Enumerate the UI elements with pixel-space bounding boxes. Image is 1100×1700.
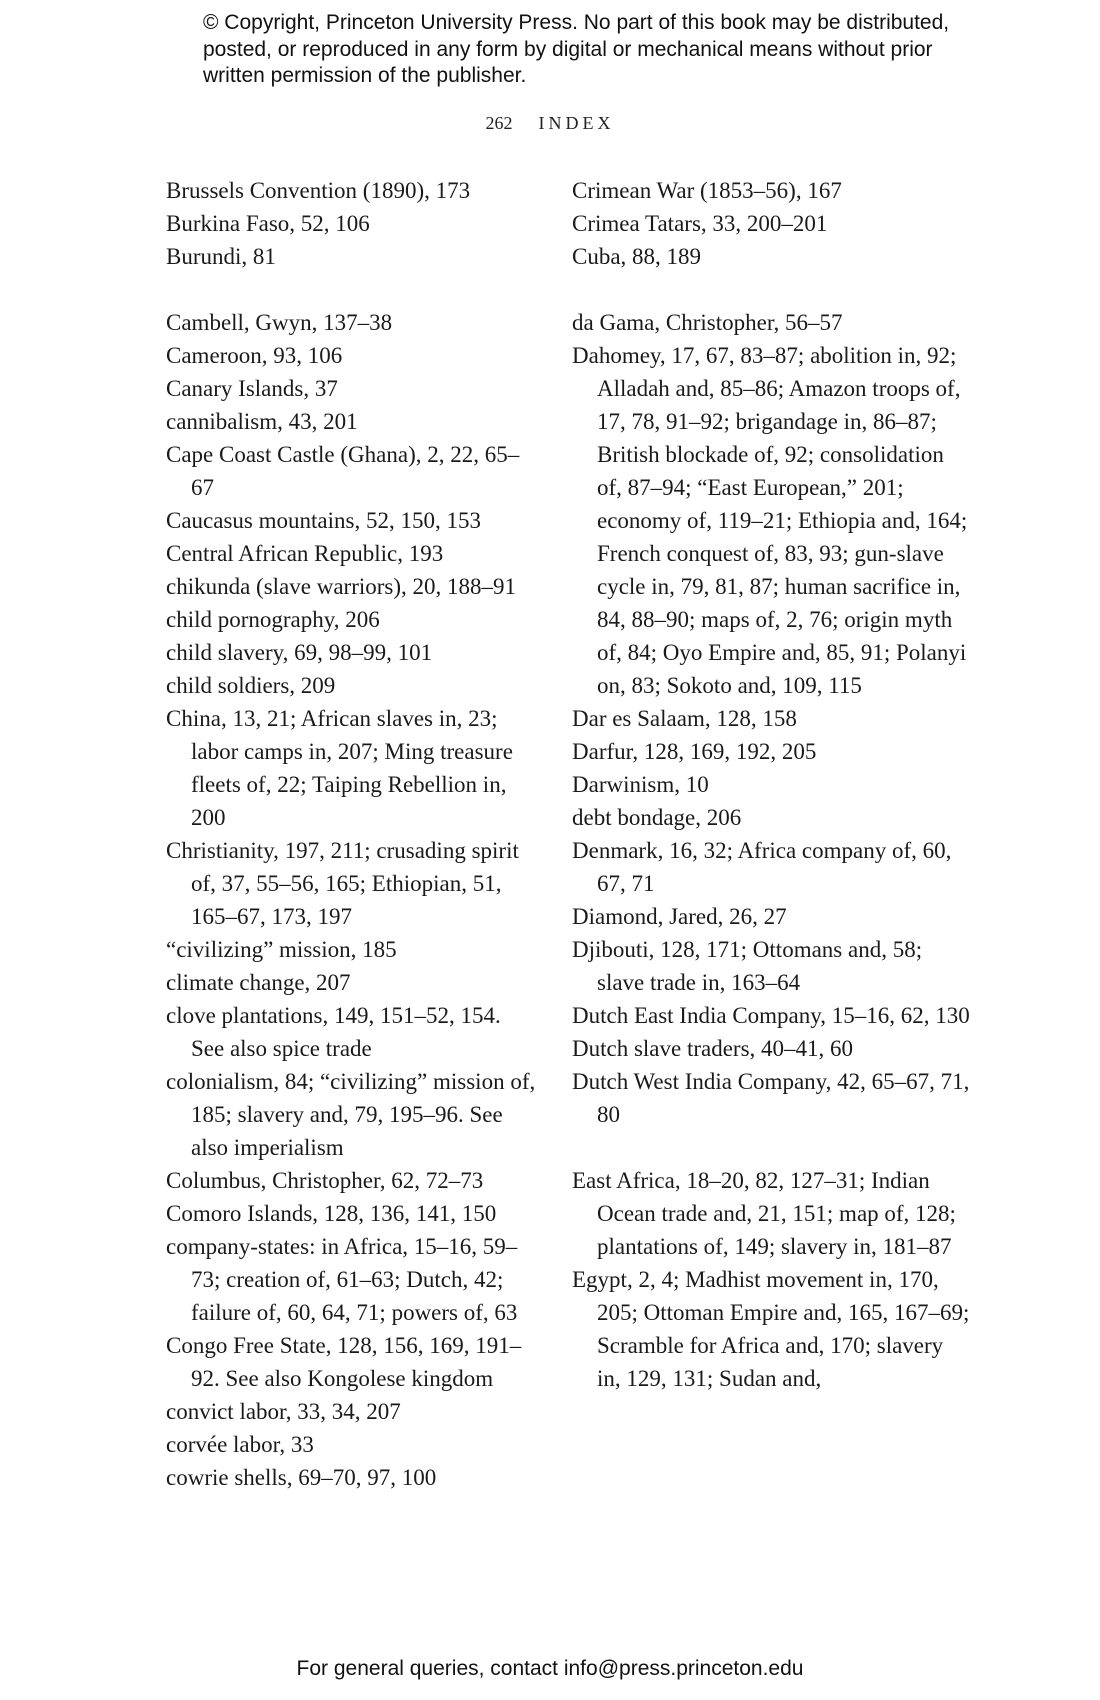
index-entry: Egypt, 2, 4; Madhist movement in, 170, 205; Ottoman Empire and, 165, 167–69; Scramble for Africa and, 170; slavery in, 129, 131; Sudan and, [572, 1267, 970, 1391]
section-gap [572, 273, 972, 306]
index-entry: Burundi, 81 [166, 244, 276, 269]
index-entry: Cambell, Gwyn, 137–38 [166, 310, 393, 335]
index-entry: Christianity, 197, 211; crusading spirit of, 37, 55–56, 165; Ethiopian, 51, 165–67, 173, 197 [166, 838, 519, 929]
section-gap [572, 1131, 972, 1164]
index-entry: Denmark, 16, 32; Africa company of, 60, 67, 71 [572, 838, 952, 896]
footer-contact: For general queries, contact info@press.princeton.edu [296, 1657, 804, 1680]
index-entry: Dar es Salaam, 128, 158 [572, 706, 797, 731]
index-entry: company-states: in Africa, 15–16, 59–73; creation of, 61–63; Dutch, 42; failure of, 60, 64, 71; powers of, 63 [166, 1234, 518, 1325]
index-entry: Cuba, 88, 189 [572, 244, 702, 269]
index-entry: Caucasus mountains, 52, 150, 153 [166, 508, 481, 533]
index-entry: East Africa, 18–20, 82, 127–31; Indian Ocean trade and, 21, 151; map of, 128; plantations of, 149; slavery in, 181–87 [572, 1168, 956, 1259]
index-entry: Dahomey, 17, 67, 83–87; abolition in, 92; Alladah and, 85–86; Amazon troops of, 17, 78, 91–92; brigandage in, 86–87; British blockade of, 92; consolidation of, 87–94; “East European,” 201; economy of, 119–21; Ethiopia and, 164; French conquest of, 83, 93; gun-slave cycle in, 79, 81, 87; human sacrifice in, 84, 88–90; maps of, 2, 76; origin myth of, 84; Oyo Empire and, 85, 91; Polanyi on, 83; Sokoto and, 109, 115 [572, 343, 968, 698]
index-entry: chikunda (slave warriors), 20, 188–91 [166, 574, 517, 599]
running-header [0, 113, 1100, 134]
index-entry: Columbus, Christopher, 62, 72–73 [166, 1168, 484, 1193]
index-entry: colonialism, 84; “civilizing” mission of, 185; slavery and, 79, 195–96. See also imperialism [166, 1069, 536, 1160]
index-entry: Dutch West India Company, 42, 65–67, 71, 80 [572, 1069, 970, 1127]
index-entry: child slavery, 69, 98–99, 101 [166, 640, 433, 665]
index-entry: Crimean War (1853–56), 167 [572, 178, 842, 203]
copyright-notice: © Copyright, Princeton University Press. No part of this book may be distributed, posted, or reproduced in any form by digital or mechanical means without prior written permission of the publisher. [203, 11, 950, 87]
index-entry: debt bondage, 206 [572, 805, 742, 830]
page-number: 262 [485, 113, 513, 133]
index-entry: cannibalism, 43, 201 [166, 409, 358, 434]
index-entry: Diamond, Jared, 26, 27 [572, 904, 787, 929]
index-entry: cowrie shells, 69–70, 97, 100 [166, 1465, 437, 1490]
index-entry: Darfur, 128, 169, 192, 205 [572, 739, 817, 764]
index-entry: Djibouti, 128, 171; Ottomans and, 58; slave trade in, 163–64 [572, 937, 923, 995]
index-entry: da Gama, Christopher, 56–57 [572, 310, 843, 335]
index-column-right [572, 174, 972, 1395]
section-gap [166, 273, 536, 306]
index-entry: Cameroon, 93, 106 [166, 343, 343, 368]
index-entry: China, 13, 21; African slaves in, 23; labor camps in, 207; Ming treasure fleets of, 22; Taiping Rebellion in, 200 [166, 706, 513, 830]
index-entry: Central African Republic, 193 [166, 541, 444, 566]
index-entry: Brussels Convention (1890), 173 [166, 178, 471, 203]
index-entry: climate change, 207 [166, 970, 351, 995]
index-entry: convict labor, 33, 34, 207 [166, 1399, 401, 1424]
index-entry: Comoro Islands, 128, 136, 141, 150 [166, 1201, 497, 1226]
index-entry: Dutch East India Company, 15–16, 62, 130 [572, 1003, 970, 1028]
index-entry: child soldiers, 209 [166, 673, 336, 698]
index-entry: corvée labor, 33 [166, 1432, 314, 1457]
index-entry: Burkina Faso, 52, 106 [166, 211, 370, 236]
index-entry: clove plantations, 149, 151–52, 154. See also spice trade [166, 1003, 501, 1061]
index-entry: “civilizing” mission, 185 [166, 937, 397, 962]
index-entry: Congo Free State, 128, 156, 169, 191–92. See also Kongolese kingdom [166, 1333, 522, 1391]
index-entry: Dutch slave traders, 40–41, 60 [572, 1036, 854, 1061]
index-entry: Crimea Tatars, 33, 200–201 [572, 211, 828, 236]
index-entry: Darwinism, 10 [572, 772, 709, 797]
index-entry: child pornography, 206 [166, 607, 380, 632]
index-column-left [166, 174, 536, 1494]
index-entry: Cape Coast Castle (Ghana), 2, 22, 65–67 [166, 442, 520, 500]
index-entry: Canary Islands, 37 [166, 376, 338, 401]
running-title: INDEX [538, 113, 615, 133]
